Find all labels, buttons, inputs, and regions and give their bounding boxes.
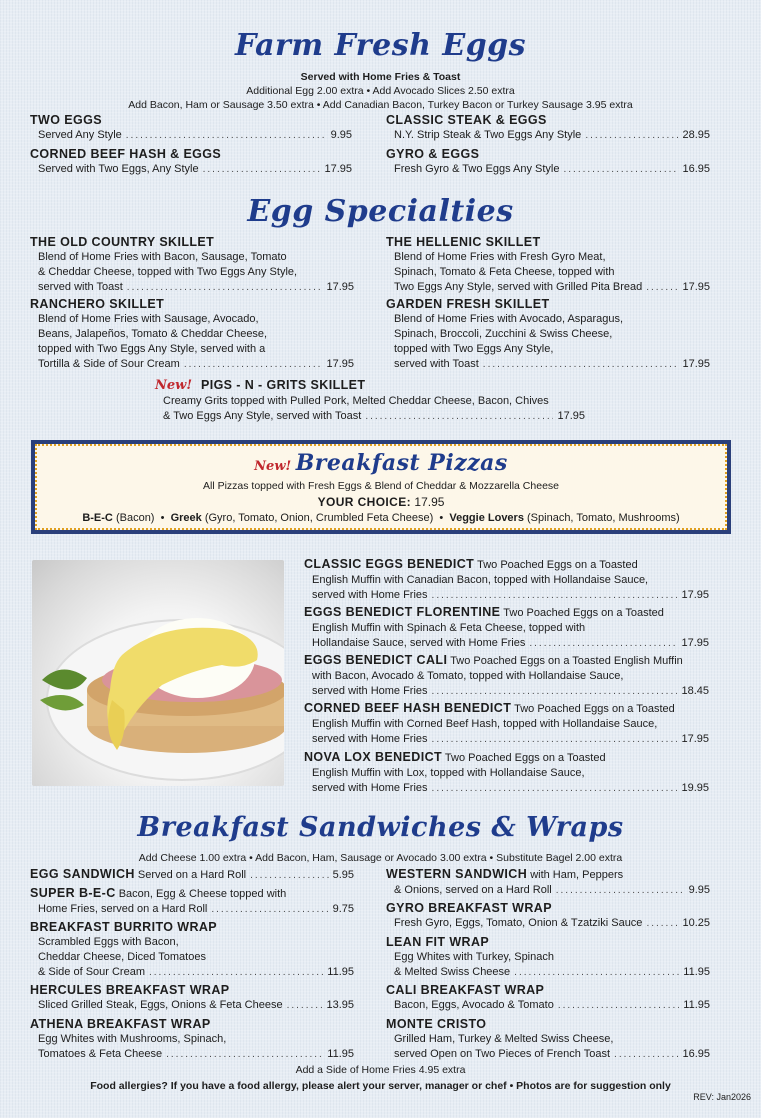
item-name: CORNED BEEF HASH BENEDICT — [304, 701, 512, 715]
item-desc-line: & Cheddar Cheese, topped with Two Eggs Any Style, — [38, 266, 298, 278]
item-price: 9.95 — [330, 129, 352, 141]
item-name: EGGS BENEDICT CALI — [304, 653, 448, 667]
sandwiches-title: Breakfast Sandwiches & Wraps — [137, 812, 624, 843]
item-name: SUPER B-E-C — [30, 886, 116, 900]
item-desc-last: & Side of Sour Cream — [38, 966, 145, 978]
item-name: TWO EGGS — [30, 113, 102, 127]
item-desc-line: Egg Whites with Mushrooms, Spinach, — [38, 1033, 227, 1045]
item-desc-line: Blend of Home Fries with Avocado, Asparagus, — [394, 313, 624, 325]
item-name: PIGS - N - GRITS SKILLET — [200, 378, 366, 392]
item-desc: Two Poached Eggs on a Toasted — [477, 559, 638, 571]
menu-item — [386, 866, 710, 898]
item-name: THE HELLENIC SKILLET — [386, 235, 541, 249]
item-name: CALI BREAKFAST WRAP — [386, 983, 545, 997]
menu-item — [30, 866, 354, 883]
item-desc-line: English Muffin with Corned Beef Hash, topped with Hollandaise Sauce, — [312, 718, 658, 730]
item-price: 19.95 — [681, 782, 709, 794]
item-price: 11.95 — [327, 1048, 354, 1060]
item-desc-last: served with Toast — [38, 281, 123, 293]
item-desc-line: Scrambled Eggs with Bacon, — [38, 936, 179, 948]
specialties-title: Egg Specialties — [247, 194, 514, 229]
menu-item — [386, 934, 710, 980]
menu-item — [30, 234, 354, 295]
item-price: 9.75 — [332, 903, 354, 915]
item-name: BREAKFAST BURRITO WRAP — [30, 920, 218, 934]
menu-item — [30, 885, 354, 917]
item-desc: Served on a Hard Roll — [137, 869, 247, 881]
item-name: RANCHERO SKILLET — [30, 297, 165, 311]
item-desc-line: topped with Two Eggs Any Style, served with a — [38, 343, 266, 355]
menu-item — [304, 604, 709, 651]
item-name: MONTE CRISTO — [386, 1017, 487, 1031]
item-desc-line: with Bacon, Avocado & Tomato, topped with Hollandaise Sauce, — [312, 670, 624, 682]
farm-extras-2: Add Bacon, Ham or Sausage 3.50 extra • Add Canadian Bacon, Turkey Bacon or Turkey Sausage 3.95 extra — [128, 99, 633, 111]
menu-item — [386, 1016, 710, 1062]
menu-item — [386, 982, 710, 1013]
pizza-options: B-E-C (Bacon) • Greek (Gyro, Tomato, Onion, Crumbled Feta Cheese) • Veggie Lovers (Spinach, Tomato, Mushrooms) — [82, 512, 680, 524]
menu-item — [386, 146, 710, 177]
item-desc-line: Creamy Grits topped with Pulled Pork, Melted Cheddar Cheese, Bacon, Chives — [163, 395, 549, 407]
menu-item — [304, 749, 709, 796]
item-name: THE OLD COUNTRY SKILLET — [30, 235, 215, 249]
item-price: 17.95 — [682, 358, 710, 370]
item-desc-line: Blend of Home Fries with Fresh Gyro Meat, — [394, 251, 606, 263]
new-badge: New! — [254, 459, 292, 474]
item-name: CORNED BEEF HASH & EGGS — [30, 147, 222, 161]
sandwiches-extras: Add Cheese 1.00 extra • Add Bacon, Ham, Sausage or Avocado 3.00 extra • Substitute Bagel 2.00 extra — [138, 852, 623, 864]
item-price: 17.95 — [681, 637, 709, 649]
item-desc-line: Cheddar Cheese, Diced Tomatoes — [38, 951, 206, 963]
pizza-option-desc: (Gyro, Tomato, Onion, Crumbled Feta Cheese) — [204, 512, 434, 524]
menu-item — [30, 1016, 354, 1062]
new-badge: New! — [155, 378, 193, 393]
item-desc-line: English Muffin with Lox, topped with Hollandaise Sauce, — [312, 767, 585, 779]
pizza-subtitle: All Pizzas topped with Fresh Eggs & Blend of Cheddar & Mozzarella Cheese — [202, 480, 559, 492]
pizza-choice — [31, 495, 731, 509]
item-price: 17.95 — [326, 358, 354, 370]
item-desc-line: English Muffin with Canadian Bacon, topped with Hollandaise Sauce, — [312, 574, 649, 586]
item-price: 17.95 — [682, 281, 710, 293]
item-price: 17.95 — [681, 589, 709, 601]
item-desc-line: Grilled Ham, Turkey & Melted Swiss Cheese, — [394, 1033, 614, 1045]
item-desc-last: served with Home Fries — [312, 782, 428, 794]
menu-item — [386, 234, 710, 295]
item-desc-last: Hollandaise Sauce, served with Home Fries — [312, 637, 526, 649]
item-desc: Served with Two Eggs, Any Style — [38, 163, 199, 175]
item-desc-line: Egg Whites with Turkey, Spinach — [394, 951, 554, 963]
item-desc-last: served with Home Fries — [312, 733, 428, 745]
item-name: EGG SANDWICH — [30, 867, 135, 881]
item-price: 13.95 — [326, 999, 354, 1011]
pizza-option-name: Veggie Lovers — [449, 512, 524, 524]
item-desc: with Ham, Peppers — [530, 869, 624, 881]
item-name: GYRO & EGGS — [386, 147, 480, 161]
menu-item — [30, 146, 352, 177]
item-desc-last: Tomatoes & Feta Cheese — [38, 1048, 163, 1060]
allergy-notice: Food allergies? If you have a food allergy, please alert your server, manager or chef • Photos are for suggestion only — [90, 1080, 671, 1092]
item-desc: Two Poached Eggs on a Toasted English Muffin — [450, 655, 683, 667]
item-desc-last: Sliced Grilled Steak, Eggs, Onions & Feta Cheese — [38, 999, 283, 1011]
menu-item — [304, 700, 709, 747]
item-price: 28.95 — [682, 129, 710, 141]
choice-label: YOUR CHOICE: — [317, 495, 412, 509]
eggs-benedict-illustration — [32, 560, 284, 786]
item-price: 17.95 — [681, 733, 709, 745]
item-name: HERCULES BREAKFAST WRAP — [30, 983, 230, 997]
item-desc-line: Spinach, Tomato & Feta Cheese, topped with — [394, 266, 615, 278]
menu-item — [304, 652, 709, 699]
item-desc-last: served with Home Fries — [312, 685, 428, 697]
item-desc-last: Home Fries, served on a Hard Roll — [38, 903, 208, 915]
menu-item — [30, 919, 354, 980]
menu-item — [30, 296, 354, 372]
item-name: NOVA LOX BENEDICT — [304, 750, 443, 764]
item-desc-last: Bacon, Eggs, Avocado & Tomato — [394, 999, 554, 1011]
farm-subtitle: Served with Home Fries & Toast — [300, 71, 461, 83]
item-desc: Fresh Gyro & Two Eggs Any Style — [394, 163, 560, 175]
item-price: 5.95 — [332, 869, 354, 881]
menu-item — [386, 296, 710, 372]
pizza-option-name: B-E-C — [82, 512, 113, 524]
item-desc: Bacon, Egg & Cheese topped with — [118, 888, 287, 900]
item-price: 17.95 — [324, 163, 352, 175]
item-desc-last: & Two Eggs Any Style, served with Toast — [163, 410, 362, 422]
pizza-option-desc: (Bacon) — [115, 512, 155, 524]
item-desc-last: Tortilla & Side of Sour Cream — [38, 358, 180, 370]
item-desc-last: & Melted Swiss Cheese — [394, 966, 511, 978]
item-desc: Two Poached Eggs on a Toasted — [503, 607, 664, 619]
item-desc-last: Two Eggs Any Style, served with Grilled Pita Bread — [394, 281, 643, 293]
menu-item-special — [155, 376, 585, 424]
side-home-fries: Add a Side of Home Fries 4.95 extra — [295, 1064, 466, 1076]
menu-item — [386, 900, 710, 931]
pizza-option-name: Greek — [170, 512, 202, 524]
pizza-heading — [31, 450, 731, 476]
item-name: WESTERN SANDWICH — [386, 867, 528, 881]
item-desc-last: served with Toast — [394, 358, 479, 370]
item-name: GARDEN FRESH SKILLET — [386, 297, 550, 311]
farm-extras-1: Additional Egg 2.00 extra • Add Avocado Slices 2.50 extra — [246, 85, 515, 97]
item-desc-line: English Muffin with Spinach & Feta Cheese, topped with — [312, 622, 586, 634]
item-price: 16.95 — [682, 1048, 710, 1060]
pizza-option-desc: (Spinach, Tomato, Mushrooms) — [527, 512, 680, 524]
item-price: 17.95 — [557, 410, 585, 422]
menu-item — [304, 556, 709, 603]
item-desc: Two Poached Eggs on a Toasted — [514, 703, 675, 715]
item-desc-line: topped with Two Eggs Any Style, — [394, 343, 554, 355]
item-desc-last: served Open on Two Pieces of French Toast — [394, 1048, 611, 1060]
pizza-title: Breakfast Pizzas — [295, 450, 508, 476]
item-desc: Two Poached Eggs on a Toasted — [444, 752, 606, 764]
item-desc: N.Y. Strip Steak & Two Eggs Any Style — [394, 129, 582, 141]
item-desc-line: Spinach, Broccoli, Zucchini & Swiss Cheese, — [394, 328, 613, 340]
choice-price: 17.95 — [414, 495, 445, 509]
item-name: LEAN FIT WRAP — [386, 935, 490, 949]
item-name: ATHENA BREAKFAST WRAP — [30, 1017, 211, 1031]
item-desc-last: & Onions, served on a Hard Roll — [394, 884, 552, 896]
item-price: 11.95 — [327, 966, 354, 978]
item-name: CLASSIC STEAK & EGGS — [386, 113, 547, 127]
menu-item — [386, 112, 710, 143]
farm-title: Farm Fresh Eggs — [234, 28, 527, 63]
item-name: CLASSIC EGGS BENEDICT — [304, 557, 475, 571]
revision-label: REV: Jan2026 — [693, 1092, 751, 1102]
item-name: EGGS BENEDICT FLORENTINE — [304, 605, 501, 619]
item-price: 17.95 — [326, 281, 354, 293]
item-price: 11.95 — [683, 999, 710, 1011]
menu-item — [30, 112, 352, 143]
item-price: 11.95 — [683, 966, 710, 978]
item-desc-line: Blend of Home Fries with Bacon, Sausage, Tomato — [38, 251, 287, 263]
item-desc-last: Fresh Gyro, Eggs, Tomato, Onion & Tzatziki Sauce — [394, 917, 643, 929]
item-desc-last: served with Home Fries — [312, 589, 428, 601]
item-desc-line: Beans, Jalapeños, Tomato & Cheddar Cheese, — [38, 328, 268, 340]
item-price: 10.25 — [682, 917, 710, 929]
menu-item — [30, 982, 354, 1013]
item-desc: Served Any Style — [38, 129, 122, 141]
item-price: 18.45 — [681, 685, 709, 697]
item-price: 16.95 — [682, 163, 710, 175]
eggs-benedict-photo — [32, 560, 284, 786]
item-desc-line: Blend of Home Fries with Sausage, Avocado, — [38, 313, 259, 325]
item-name: GYRO BREAKFAST WRAP — [386, 901, 552, 915]
item-price: 9.95 — [688, 884, 710, 896]
